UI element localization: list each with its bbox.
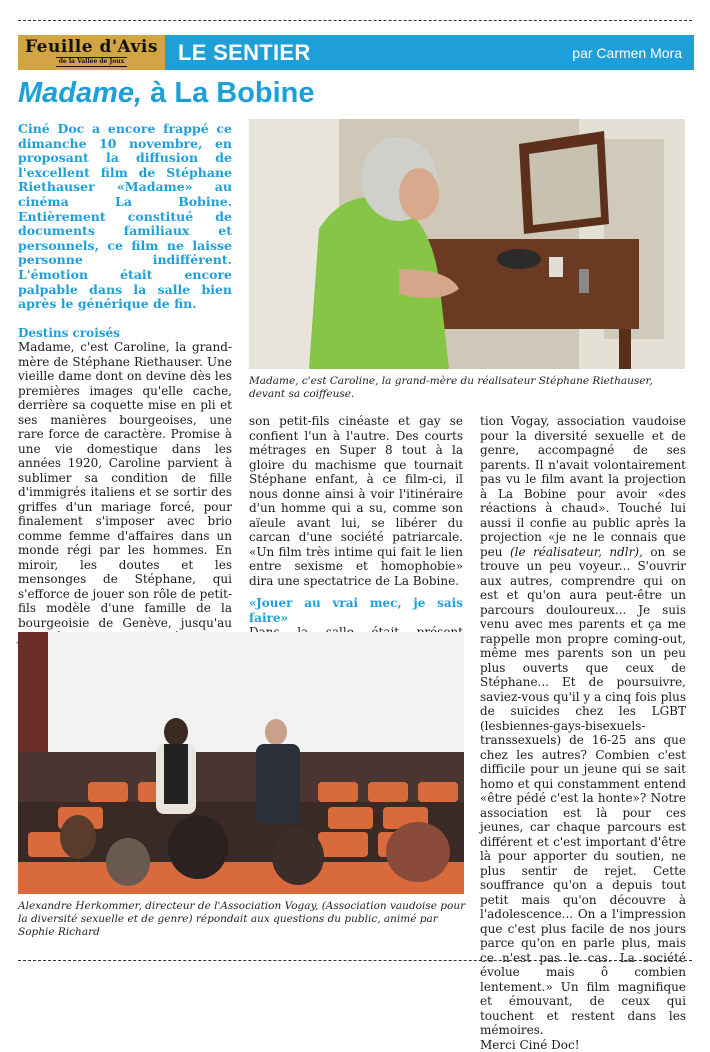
column-3 bbox=[480, 414, 686, 1052]
column-3-body-a: tion Vogay, association vaudoise pour la diversité sexuelle et de genre, accompagné de ses parents. Il n'avait volontairement pas vu le film avant la projection à La Bobine pour avoir «des réactions à chaud». Touché lui aussi il confie au public après la projection «je ne le connais que peu bbox=[480, 414, 686, 559]
column-2 bbox=[249, 414, 463, 669]
photo-cinema bbox=[18, 632, 464, 894]
column-3-body-b: on se trouve un peu voyeur... S'ouvrir aux autres, comprendre qui on est et qu'on aura peut-être un parcours douloureux... Je suis venu avec mes parents et ça me rappelle mon propre coming-out, même mes parents son un peu plus ouverts que ceux de Stéphane... Et de poursuivre, saviez-vous qu'il y a cinq fois plus de suicides chez les LGBT (lesbiennes-gays-bisexuels-transsexuels) de 16-25 ans que chez les autres? Combien c'est difficile pour un jeune qui se sait homo et qui constamment entend «être pédé c'est la honte»? Notre association est là pour ces jeunes, car chaque parcours est différent et c'est important d'être là pour apporter du soutien, ne plus sentir de rejet. Cette souffrance qu'on a depuis tout petit mais qu'on découvre à l'adolescence... On a l'impression que c'est plus facile de nos jours parce qu'on en parle plus, mais ce n'est pas le cas. La société évolue mais ô combien lentement.» Un film magnifique et émouvant, de ceux qui touchent et restent dans les mémoires. bbox=[480, 545, 686, 1038]
subhead-destins: Destins croisés bbox=[18, 326, 232, 341]
newspaper-logo bbox=[18, 35, 165, 70]
section-title: LE SENTIER bbox=[178, 40, 311, 66]
caption-photo-2: Alexandre Herkommer, directeur de l'Association Vogay, (Association vaudoise pour la diversité sexuelle et de genre) répondait aux questions du public, animé par Sophie Richard bbox=[18, 900, 468, 939]
headline-rest: à La Bobine bbox=[142, 77, 314, 109]
column-3-body bbox=[480, 414, 686, 1038]
section-header bbox=[18, 35, 694, 70]
logo-subtitle: de la Vallée de Joux bbox=[56, 57, 128, 67]
lead-paragraph: Ciné Doc a encore frappé ce dimanche 10 novembre, en proposant la diffusion de l'excellent film de Stéphane Riethauser «Madame» au cinéma La Bobine. Entièrement constitué de documents familiaux et personnels, ce film ne laisse personne indifférent. L'émotion était encore palpable dans la salle bien après le générique de fin. bbox=[18, 122, 232, 312]
column-2-body: son petit-fils cinéaste et gay se confient l'un à l'autre. Des courts métrages en Super 8 tout à la gloire du machisme que tournait Stéphane enfant, à ce film-ci, il nous donne ainsi à voir l'itinéraire d'un homme qui a su, comme son aïeule avant lui, se libérer du carcan d'une société patriarcale. «Un film très intime qui fait le lien entre sexisme et homophobie» dira une spectatrice de La Bobine. bbox=[249, 414, 463, 588]
headline-italic: Madame, bbox=[18, 77, 142, 109]
bottom-dashed-border bbox=[18, 960, 692, 961]
column-3-closing: Merci Ciné Doc! bbox=[480, 1038, 686, 1052]
article-headline bbox=[18, 77, 315, 110]
column-1-body: Madame, c'est Caroline, la grand-mère de Stéphane Riethauser. Une vieille dame dont on devine dès les premières images qu'elle cache, derrière sa coquette mise en pli et ses manières bourgeoises, une rare force de caractère. Promise à une vie domestique dans les années 1920, Caroline parvient à sublimer sa condition de fille d'immigrés italiens et se sortir des griffes d'un mariage forcé, pour finalement s'imposer avec brio comme femme d'affaires dans un monde régi par les hommes. En miroir, les doutes et les mensonges de Stéphane, qui s'efforce de jouer son rôle de petit-fils modèle d'une famille de la bourgeoisie de Genève, jusqu'au bbox=[18, 340, 232, 732]
caption-photo-1: Madame, c'est Caroline, la grand-mère du réalisateur Stéphane Riethauser, devant sa coiffeuse. bbox=[249, 375, 689, 401]
top-dashed-border bbox=[18, 20, 692, 21]
column-3-italic: (le réalisateur, ndlr), bbox=[510, 545, 643, 559]
author-byline: par Carmen Mora bbox=[572, 45, 682, 61]
photo-caroline bbox=[249, 119, 685, 369]
logo-title: Feuille d'Avis bbox=[25, 39, 158, 56]
subhead-jouer: «Jouer au vrai mec, je sais faire» bbox=[249, 596, 463, 625]
